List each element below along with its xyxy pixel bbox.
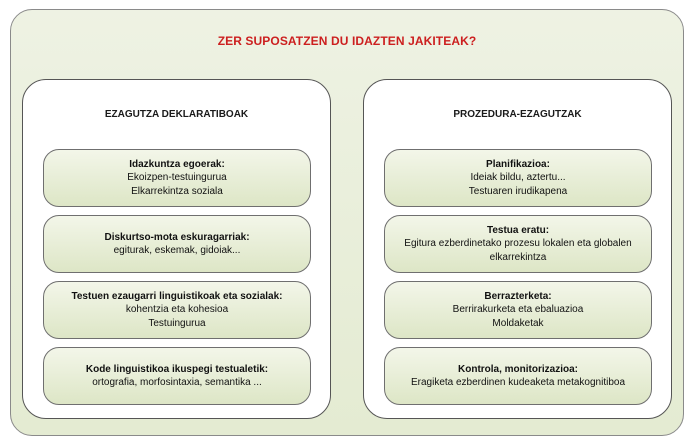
box-monitoring <box>384 347 652 405</box>
box-line: Berrirakurketa eta ebaluazioa <box>452 304 584 316</box>
box-planning <box>384 149 652 207</box>
box-text-composition <box>384 215 652 273</box>
box-title: Diskurtso-mota eskuragarriak: <box>104 231 250 243</box>
box-text-features <box>43 281 311 339</box>
box-title: Testua eratu: <box>486 224 550 236</box>
box-title: Kontrola, monitorizazioa: <box>458 363 578 375</box>
column-heading: PROZEDURA-EZAGUTZAK <box>453 109 582 120</box>
column-heading: EZAGUTZA DEKLARATIBOAK <box>104 109 249 120</box>
box-title: Idazkuntza egoerak: <box>129 158 225 170</box>
column-procedural-knowledge <box>363 79 672 419</box>
column-declarative-knowledge <box>22 79 331 419</box>
box-revision <box>384 281 652 339</box>
box-line: Moldaketak <box>492 317 544 329</box>
box-line: elkarrekintza <box>489 251 547 263</box>
box-line: kohentzia eta kohesioa <box>125 304 229 316</box>
diagram-title: ZER SUPOSATZEN DU IDAZTEN JAKITEAK? <box>217 34 477 48</box>
box-linguistic-code <box>43 347 311 405</box>
box-title: Kode linguistikoa ikuspegi testualetik: <box>85 363 269 375</box>
box-line: Testuingurua <box>148 317 206 329</box>
box-line: Elkarrekintza soziala <box>131 185 223 197</box>
box-line: Testuaren irudikapena <box>468 185 568 197</box>
box-line: egiturak, eskemak, gidoiak... <box>113 245 241 256</box>
box-line: Ideiak bildu, aztertu... <box>470 172 566 184</box>
box-line: Egitura ezberdinetako prozesu lokalen eta globalen <box>404 238 632 250</box>
box-title: Berrazterketa: <box>484 290 552 302</box>
box-line: ortografia, morfosintaxia, semantika ... <box>92 377 262 388</box>
box-line: Ekoizpen-testuingurua <box>127 172 227 184</box>
box-line: Eragiketa ezberdinen kudeaketa metakognitiboa <box>410 377 626 388</box>
box-writing-situations <box>43 149 311 207</box>
box-discourse-types <box>43 215 311 273</box>
box-title: Testuen ezaugarri linguistikoak eta sozialak: <box>71 290 283 302</box>
box-title: Planifikazioa: <box>486 158 550 170</box>
